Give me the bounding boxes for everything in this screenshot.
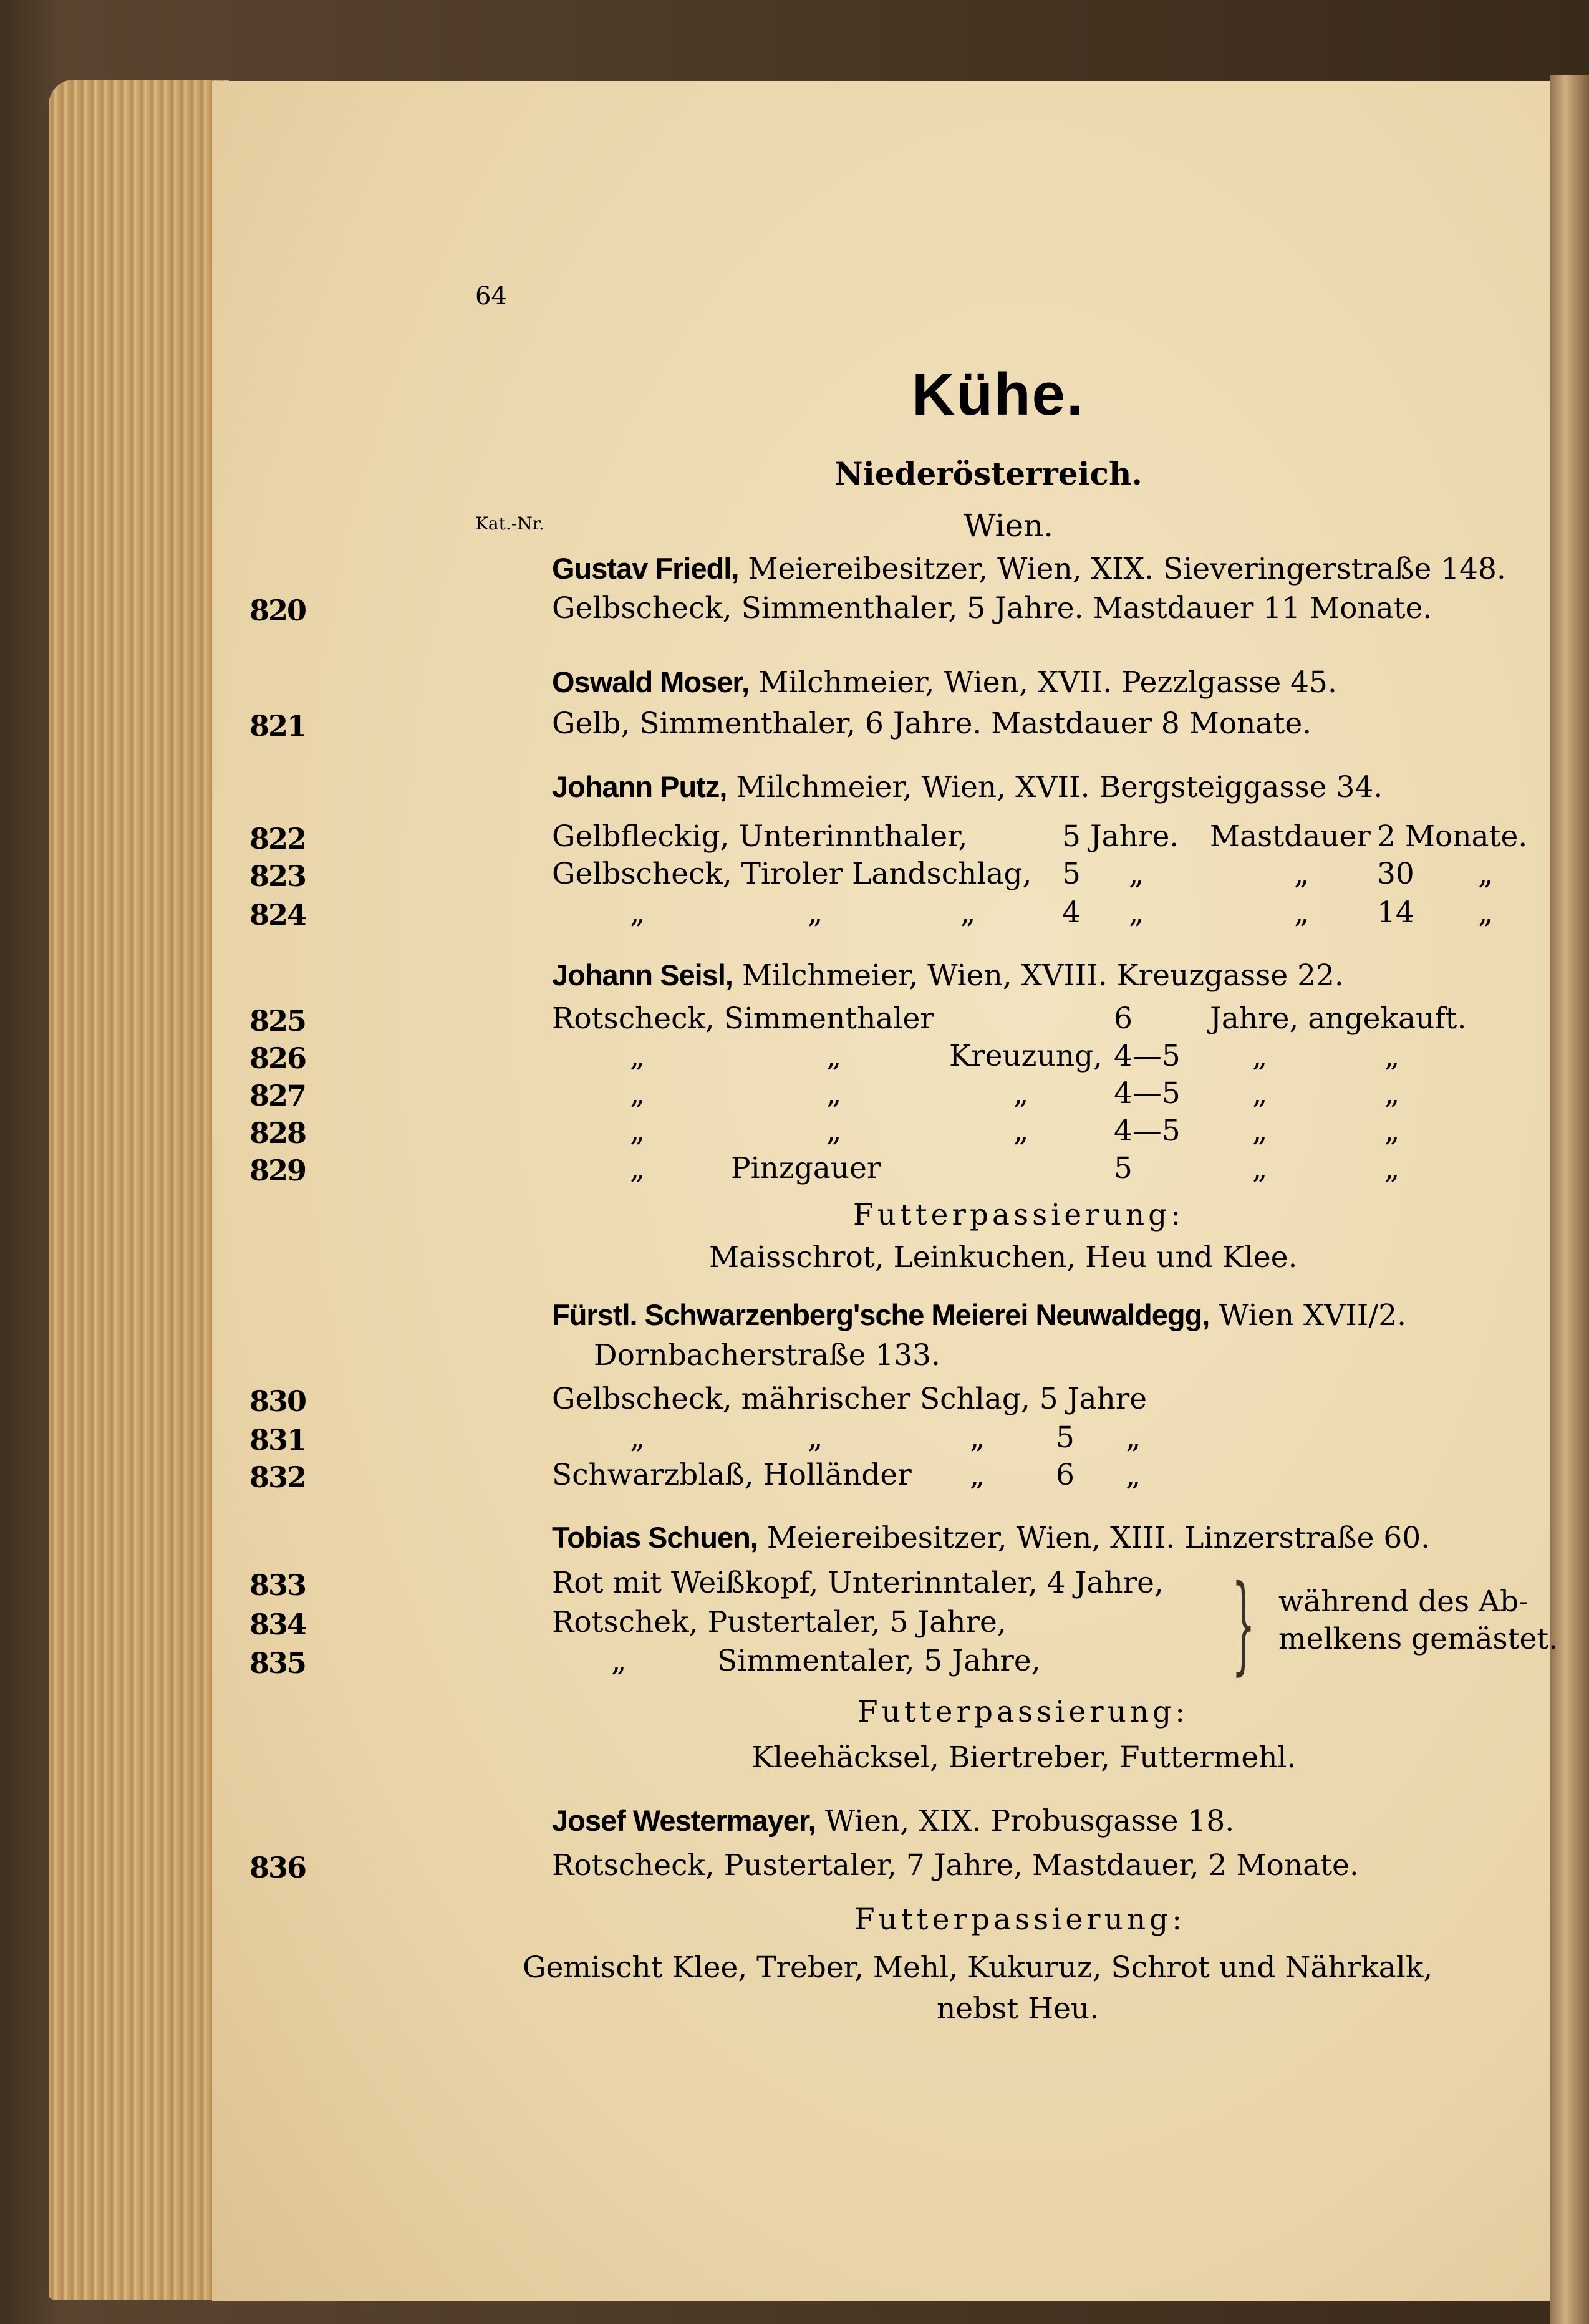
page-number: 64: [475, 282, 507, 311]
exhibitor-line: [552, 772, 1383, 802]
ditto-mark: „: [630, 1420, 645, 1455]
ditto-mark: „: [1294, 857, 1310, 891]
ditto-mark: „: [808, 895, 823, 930]
entry-rest: Jahre, angekauft.: [1210, 1001, 1467, 1036]
ditto-mark: „: [1126, 1420, 1141, 1455]
entry-text: Rotschek, Pustertaler, 5 Jahre,: [552, 1605, 1007, 1639]
ditto-mark: „: [960, 895, 976, 930]
feed-label: Futterpassierung:: [857, 1695, 1189, 1729]
ditto-mark: „: [1478, 857, 1494, 891]
catalog-number: 821: [249, 709, 306, 743]
ditto-mark: „: [1252, 1076, 1268, 1111]
entry-breed: Kreuzung,: [949, 1039, 1103, 1073]
ditto-mark: „: [630, 1076, 645, 1111]
ditto-mark: „: [1252, 1114, 1268, 1148]
exhibitor-line: [552, 1523, 1430, 1553]
entry-text: Gelbscheck, Simmenthaler, 5 Jahre. Mastdauer 11 Monate.: [552, 591, 1432, 625]
catalog-number: 828: [249, 1116, 306, 1150]
entry-text: Schwarzblaß, Holländer: [552, 1458, 912, 1492]
catalog-number: 830: [249, 1384, 306, 1418]
entry-age: 4—5: [1114, 1039, 1181, 1073]
page-edges: [49, 80, 229, 2300]
entry-age: 5: [1056, 1420, 1075, 1455]
feed-label: Futterpassierung:: [854, 1902, 1186, 1937]
ditto-mark: „: [1129, 895, 1144, 930]
entry-text: Gelbfleckig, Unterinnthaler,: [552, 819, 968, 854]
ditto-mark: „: [1294, 895, 1310, 930]
exhibitor-details: Milchmeier, Wien, XVII. Pezzlgasse 45.: [758, 665, 1337, 700]
entry-age: 5 Jahre.: [1062, 819, 1179, 854]
catalog-number: 824: [249, 898, 306, 932]
exhibitor-details: Meiereibesitzer, Wien, XIII. Linzerstraße 60.: [766, 1521, 1431, 1555]
brace: }: [1232, 1563, 1255, 1686]
ditto-mark: „: [1252, 1151, 1268, 1185]
entry-breed: Pinzgauer: [731, 1151, 881, 1185]
feed-text: Kleehäcksel, Biertreber, Futtermehl.: [751, 1740, 1297, 1775]
catalog-number: 831: [249, 1423, 306, 1457]
exhibitor-details: Milchmeier, Wien, XVII. Bergsteiggasse 34.: [736, 770, 1383, 804]
ditto-mark: „: [1252, 1039, 1268, 1073]
exhibitor-name: Gustav Friedl,: [552, 552, 739, 585]
exhibitor-address: Dornbacherstraße 133.: [594, 1338, 940, 1372]
entry-text: Gelbscheck, mährischer Schlag, 5 Jahre: [552, 1382, 1147, 1416]
page-gutter: [1550, 75, 1589, 2324]
ditto-mark: „: [970, 1420, 985, 1455]
exhibitor-name: Tobias Schuen,: [552, 1521, 758, 1554]
entry-age: 4: [1062, 895, 1081, 930]
exhibitor-name: Fürstl. Schwarzenberg'sche Meierei Neuwaldegg,: [552, 1298, 1210, 1331]
entry-text: Simmentaler, 5 Jahre,: [717, 1644, 1041, 1678]
feed-text: Gemischt Klee, Treber, Mehl, Kukuruz, Schrot und Nährkalk,: [523, 1950, 1433, 1985]
entry-age: 4—5: [1114, 1076, 1181, 1111]
ditto-mark: „: [1129, 857, 1144, 891]
catalog-number: 833: [249, 1568, 306, 1602]
exhibitor-details: Wien, XIX. Probusgasse 18.: [824, 1804, 1235, 1838]
exhibitor-name: Josef Westermayer,: [552, 1804, 816, 1837]
catalog-number: 827: [249, 1079, 306, 1112]
feed-text: Maisschrot, Leinkuchen, Heu und Klee.: [709, 1240, 1298, 1275]
exhibitor-name: Johann Seisl,: [552, 958, 733, 991]
ditto-mark: „: [611, 1644, 627, 1678]
exhibitor-details: Wien XVII/2.: [1219, 1298, 1407, 1333]
entry-age: 5: [1062, 857, 1081, 891]
exhibitor-name: Oswald Moser,: [552, 665, 750, 698]
feed-text: nebst Heu.: [937, 1992, 1099, 2026]
entry-age: 6: [1056, 1458, 1075, 1492]
catalog-number: 825: [249, 1004, 306, 1038]
exhibitor-details: Meiereibesitzer, Wien, XIX. Sieveringerstraße 148.: [748, 552, 1506, 586]
ditto-mark: „: [630, 1151, 645, 1185]
ditto-mark: „: [1384, 1039, 1400, 1073]
exhibitor-line: [552, 1806, 1234, 1836]
entry-text: Rotscheck, Pustertaler, 7 Jahre, Mastdauer, 2 Monate.: [552, 1848, 1359, 1883]
ditto-mark: „: [826, 1039, 842, 1073]
entry-text: Gelbscheck, Tiroler Landschlag,: [552, 857, 1032, 891]
exhibitor-name: Johann Putz,: [552, 770, 727, 803]
entry-text: Rot mit Weißkopf, Unterinntaler, 4 Jahre,: [552, 1566, 1164, 1600]
entry-text: Rotscheck, Simmenthaler: [552, 1001, 934, 1036]
exhibitor-line: [552, 1298, 1407, 1333]
ditto-mark: „: [630, 1114, 645, 1148]
ditto-mark: „: [970, 1458, 985, 1492]
ditto-mark: „: [1384, 1076, 1400, 1111]
catalog-number: 834: [249, 1608, 306, 1641]
entry-months: 30: [1377, 857, 1414, 891]
exhibitor-line: [552, 554, 1506, 584]
city-heading: Wien.: [964, 508, 1054, 544]
catalog-number: 835: [249, 1646, 306, 1680]
ditto-mark: „: [808, 1420, 823, 1455]
ditto-mark: „: [1384, 1151, 1400, 1185]
page-title: Kühe.: [912, 361, 1084, 428]
note-text: während des Ab-: [1278, 1584, 1529, 1619]
catalog-number: 822: [249, 822, 306, 856]
catalog-number: 829: [249, 1154, 306, 1187]
catalog-number: 832: [249, 1460, 306, 1494]
region-heading: Niederösterreich.: [834, 455, 1142, 492]
exhibitor-line: [552, 665, 1337, 700]
catalog-number: 823: [249, 859, 306, 893]
ditto-mark: „: [1384, 1114, 1400, 1148]
exhibitor-details: Milchmeier, Wien, XVIII. Kreuzgasse 22.: [741, 958, 1344, 993]
catalog-label: Kat.-Nr.: [475, 513, 544, 534]
entry-text: Gelb, Simmenthaler, 6 Jahre. Mastdauer 8 Monate.: [552, 706, 1312, 741]
catalog-number: 826: [249, 1041, 306, 1075]
ditto-mark: „: [1013, 1076, 1029, 1111]
entry-age: 6: [1114, 1001, 1133, 1036]
ditto-mark: „: [826, 1076, 842, 1111]
note-text: melkens gemästet.: [1278, 1622, 1558, 1656]
entry-age: 4—5: [1114, 1114, 1181, 1148]
exhibitor-line: [552, 958, 1344, 993]
catalog-number: 836: [249, 1851, 306, 1884]
ditto-mark: „: [1126, 1458, 1141, 1492]
catalog-number: 820: [249, 594, 306, 627]
entry-months: 2 Monate.: [1377, 819, 1528, 854]
ditto-mark: „: [826, 1114, 842, 1148]
ditto-mark: „: [630, 895, 645, 930]
ditto-mark: „: [1478, 895, 1494, 930]
ditto-mark: „: [1013, 1114, 1029, 1148]
feed-label: Futterpassierung:: [853, 1198, 1185, 1232]
entry-duration: Mastdauer: [1210, 819, 1371, 854]
entry-months: 14: [1377, 895, 1414, 930]
entry-age: 5: [1114, 1151, 1133, 1185]
ditto-mark: „: [630, 1039, 645, 1073]
